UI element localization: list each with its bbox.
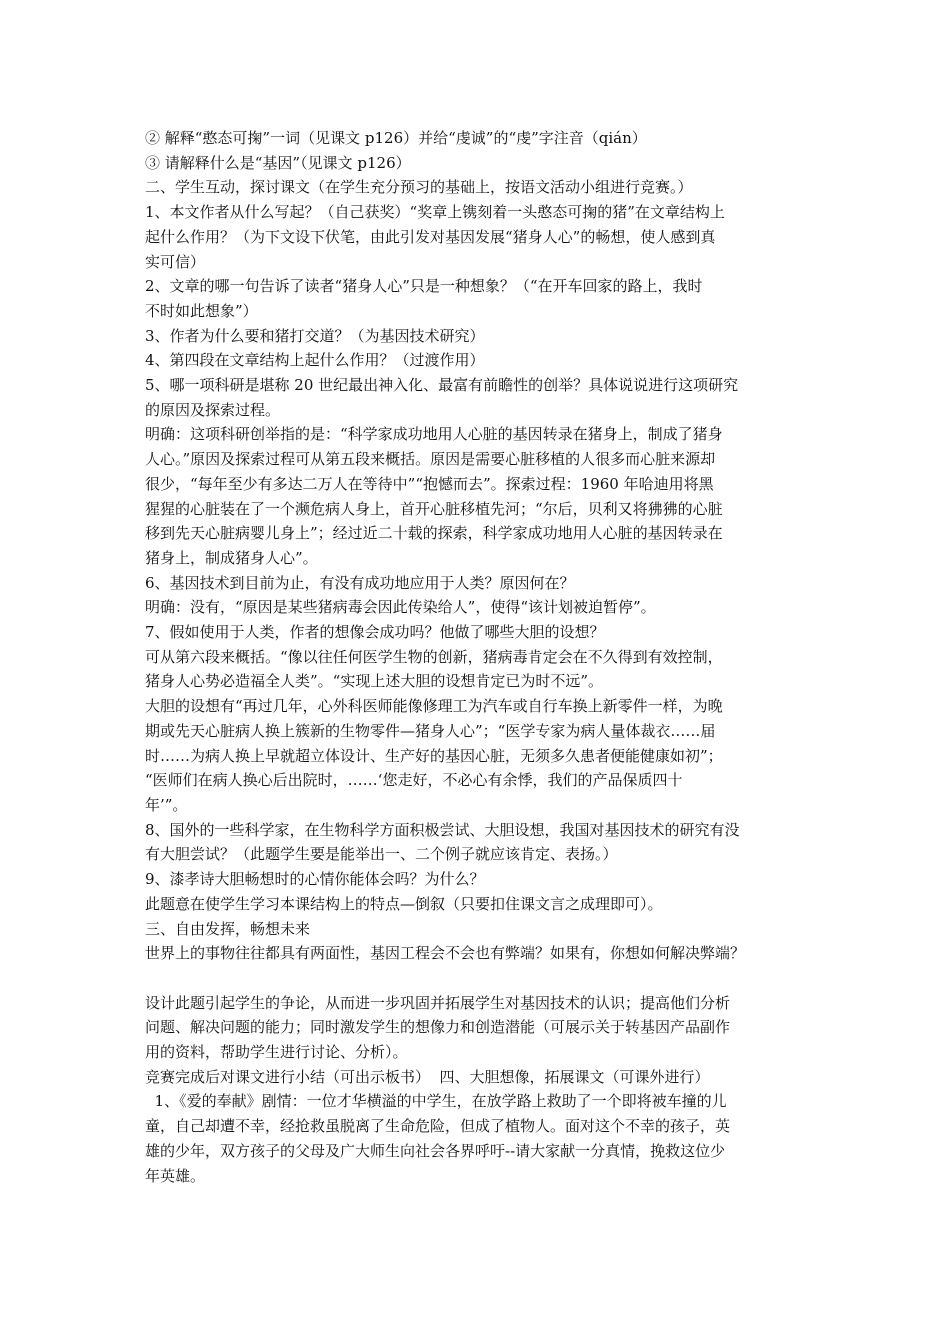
document-page — [145, 126, 815, 1188]
text-line: 大胆的设想有“再过几年，心外科医师能像修理工为汽车或自行车换上新零件一样，为晚 — [145, 697, 723, 716]
blank-line — [145, 966, 815, 991]
text-line: 猪身上，制成猪身人心”。 — [145, 548, 318, 567]
text-line: 明确：这项科研创举指的是：“科学家成功地用人心脏的基因转录在猪身上，制成了猪身 — [145, 425, 723, 444]
text-line: 雄的少年，双方孩子的父母及广大师生向社会各界呼吁--请大家献一分真情，挽救这位少 — [145, 1141, 726, 1160]
text-line: 6、基因技术到目前为止，有没有成功地应用于人类？原因何在？ — [145, 573, 575, 592]
text-line: 设计此题引起学生的争论，从而进一步巩固并拓展学生对基因技术的认识；提高他们分析 — [145, 993, 731, 1012]
text-line: 用的资料，帮助学生进行讨论、分析）。 — [145, 1043, 408, 1061]
text-line: 年’”。 — [145, 795, 188, 814]
text-line: 不时如此想象”） — [145, 301, 258, 320]
text-line: 起什么作用？（为下文设下伏笔，由此引发对基因发展“猪身人心”的畅想，使人感到真 — [145, 227, 716, 246]
text-line: 可从第六段来概括。“像以往任何医学生物的创新，猪病毒肯定会在不久得到有效控制， — [145, 647, 723, 666]
text-line: 移到先天心脏病婴儿身上”；经过近二十载的探索，科学家成功地用人心脏的基因转录在 — [145, 524, 723, 543]
section-heading: 三、自由发挥，畅想未来 — [145, 919, 311, 938]
text-line: 9、漆孝诗大胆畅想时的心情你能体会吗？为什么？ — [145, 870, 485, 889]
text-line: 3、作者为什么要和猪打交道？（为基因技术研究） — [145, 326, 485, 345]
text-line: 猪身人心势必造福全人类”。“实现上述大胆的设想肯定已为时不远”。 — [145, 672, 604, 691]
text-line: 年英雄。 — [145, 1166, 206, 1185]
text-line: 童，自己却遭不幸，经抢救虽脱离了生命危险，但成了植物人。面对这个不幸的孩子，英 — [145, 1117, 731, 1136]
text-line: 时……为病人换上早就超立体设计、生产好的基因心脏，无须多久患者便能健康如初”； — [145, 746, 723, 765]
text-line: 有大胆尝试？（此题学生要是能举出一、二个例子就应该肯定、表扬。） — [145, 845, 618, 864]
text-line: 世界上的事物往往都具有两面性，基因工程会不会也有弊端？如果有，你想如何解决弊端？ — [145, 944, 746, 963]
text-line: 人心。”原因及探索过程可从第五段来概括。原因是需要心脏移植的人很多而心脏来源却 — [145, 450, 716, 469]
text-line: 期或先天心脏病人换上簇新的生物零件—猪身人心”；“医学专家为病人量体裁衣……届 — [145, 721, 716, 740]
text-line: 1、《爱的奉献》剧情：一位才华横溢的中学生，在放学路上救助了一个即将被车撞的儿 — [145, 1092, 727, 1111]
text-line: 很少，“每年至少有多达二万人在等待中”“抱憾而去”。探索过程：1960 年哈迪用将黑 — [145, 474, 714, 493]
text-line: ③ 请解释什么是“基因”（见课文 p126） — [145, 153, 411, 172]
section-heading: 二、学生互动，探讨课文（在学生充分预习的基础上，按语文活动小组进行竞赛。） — [145, 178, 693, 197]
text-line: 5、哪一项科研是堪称 20 世纪最出神入化、最富有前瞻性的创举？具体说说进行这项研究 — [145, 376, 739, 395]
text-line: 明确：没有，“原因是某些猪病毒会因此传染给人”，使得“该计划被迫暂停”。 — [145, 598, 656, 617]
text-line: 竞赛完成后对课文进行小结（可出示板书） 四、大胆想像，拓展课文（可课外进行） — [145, 1067, 710, 1086]
text-line: ② 解释“憨态可掬”一词（见课文 p126）并给“虔诚”的“虔”字注音（qián） — [145, 129, 647, 147]
text-line: 8、国外的一些科学家，在生物科学方面积极尝试、大胆设想，我国对基因技术的研究有没 — [145, 820, 740, 839]
text-line: 问题、解决问题的能力；同时激发学生的想像力和创造潜能（可展示关于转基因产品副作 — [145, 1018, 731, 1037]
text-line: 猩猩的心脏装在了一个濒危病人身上，首开心脏移植先河；“尔后，贝利又将狒狒的心脏 — [145, 499, 723, 518]
text-line: “医师们在病人换心后出院时，……‘您走好，不必心有余悸，我们的产品保质四十 — [145, 771, 683, 790]
text-line: 2、文章的哪一句告诉了读者“猪身人心”只是一种想象？（“在开车回家的路上，我时 — [145, 277, 703, 296]
text-line: 实可信） — [145, 252, 206, 271]
text-line: 1、本文作者从什么写起？（自己获奖）“奖章上镌刻着一头憨态可掬的猪”在文章结构上 — [145, 203, 725, 222]
text-line: 的原因及探索过程。 — [145, 400, 281, 419]
text-line: 此题意在使学生学习本课结构上的特点—倒叙（只要扣住课文言之成理即可）。 — [145, 894, 663, 913]
text-line: 4、第四段在文章结构上起什么作用？（过渡作用） — [145, 351, 485, 370]
text-line: 7、假如使用于人类，作者的想像会成功吗？他做了哪些大胆的设想？ — [145, 623, 605, 642]
